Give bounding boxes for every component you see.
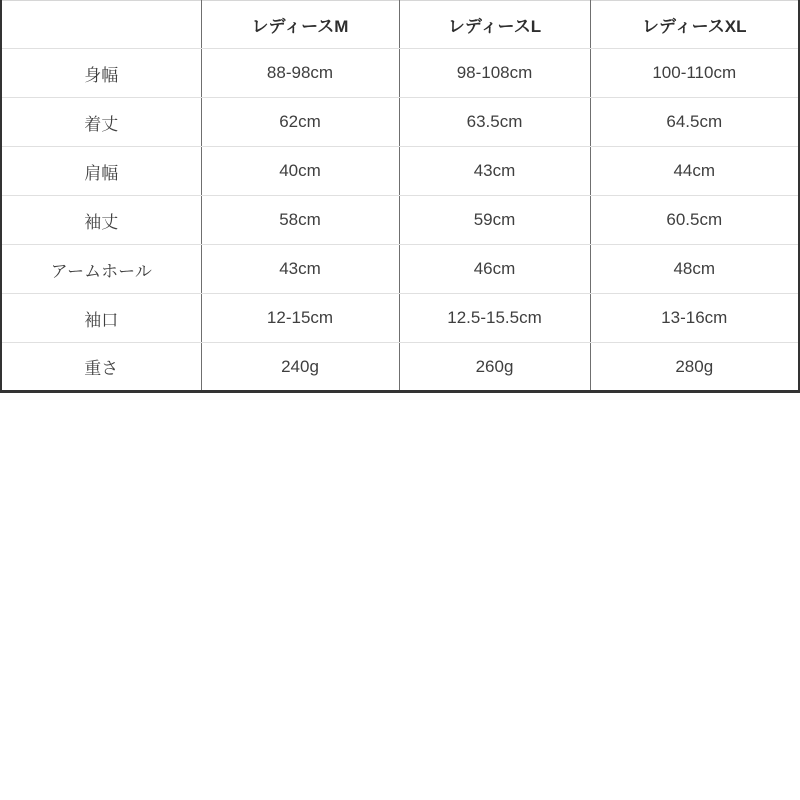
header-row [1, 1, 799, 49]
size-value-cell: 88-98cm [201, 49, 399, 98]
size-value-cell: 46cm [399, 245, 590, 294]
size-value-cell: 64.5cm [590, 98, 799, 147]
size-value-cell: 48cm [590, 245, 799, 294]
size-value-cell: 62cm [201, 98, 399, 147]
size-value-cell: 44cm [590, 147, 799, 196]
row-label: 身幅 [1, 49, 201, 98]
table-row-length [1, 98, 799, 147]
table-row-sleeve-length [1, 196, 799, 245]
table-row-shoulder-width [1, 147, 799, 196]
size-value-cell: 60.5cm [590, 196, 799, 245]
table-row-cuff [1, 294, 799, 343]
size-value-cell: 100-110cm [590, 49, 799, 98]
size-value-cell: 59cm [399, 196, 590, 245]
size-value-cell: 280g [590, 343, 799, 392]
size-value-cell: 12.5-15.5cm [399, 294, 590, 343]
size-value-cell: 43cm [201, 245, 399, 294]
table-row-armhole [1, 245, 799, 294]
size-value-cell: 260g [399, 343, 590, 392]
table-row-weight [1, 343, 799, 392]
size-value-cell: 12-15cm [201, 294, 399, 343]
size-value-cell: 13-16cm [590, 294, 799, 343]
size-value-cell: 63.5cm [399, 98, 590, 147]
size-value-cell: 58cm [201, 196, 399, 245]
size-value-cell: 240g [201, 343, 399, 392]
row-label: 重さ [84, 359, 119, 378]
column-header-ladies-m: レディースM [201, 1, 399, 49]
corner-header-cell [1, 1, 201, 49]
column-header-ladies-xl: レディースXL [590, 1, 799, 49]
row-label: 肩幅 [1, 147, 201, 196]
row-label: 袖丈 [1, 196, 201, 245]
size-value-cell: 98-108cm [399, 49, 590, 98]
column-header-ladies-l: レディースL [399, 1, 590, 49]
row-label: アームホール [1, 245, 201, 294]
row-label: 袖口 [1, 294, 201, 343]
size-value-cell: 43cm [399, 147, 590, 196]
table-row-body-width [1, 49, 799, 98]
row-label: 着丈 [1, 98, 201, 147]
size-value-cell: 40cm [201, 147, 399, 196]
size-chart-table [0, 0, 800, 393]
